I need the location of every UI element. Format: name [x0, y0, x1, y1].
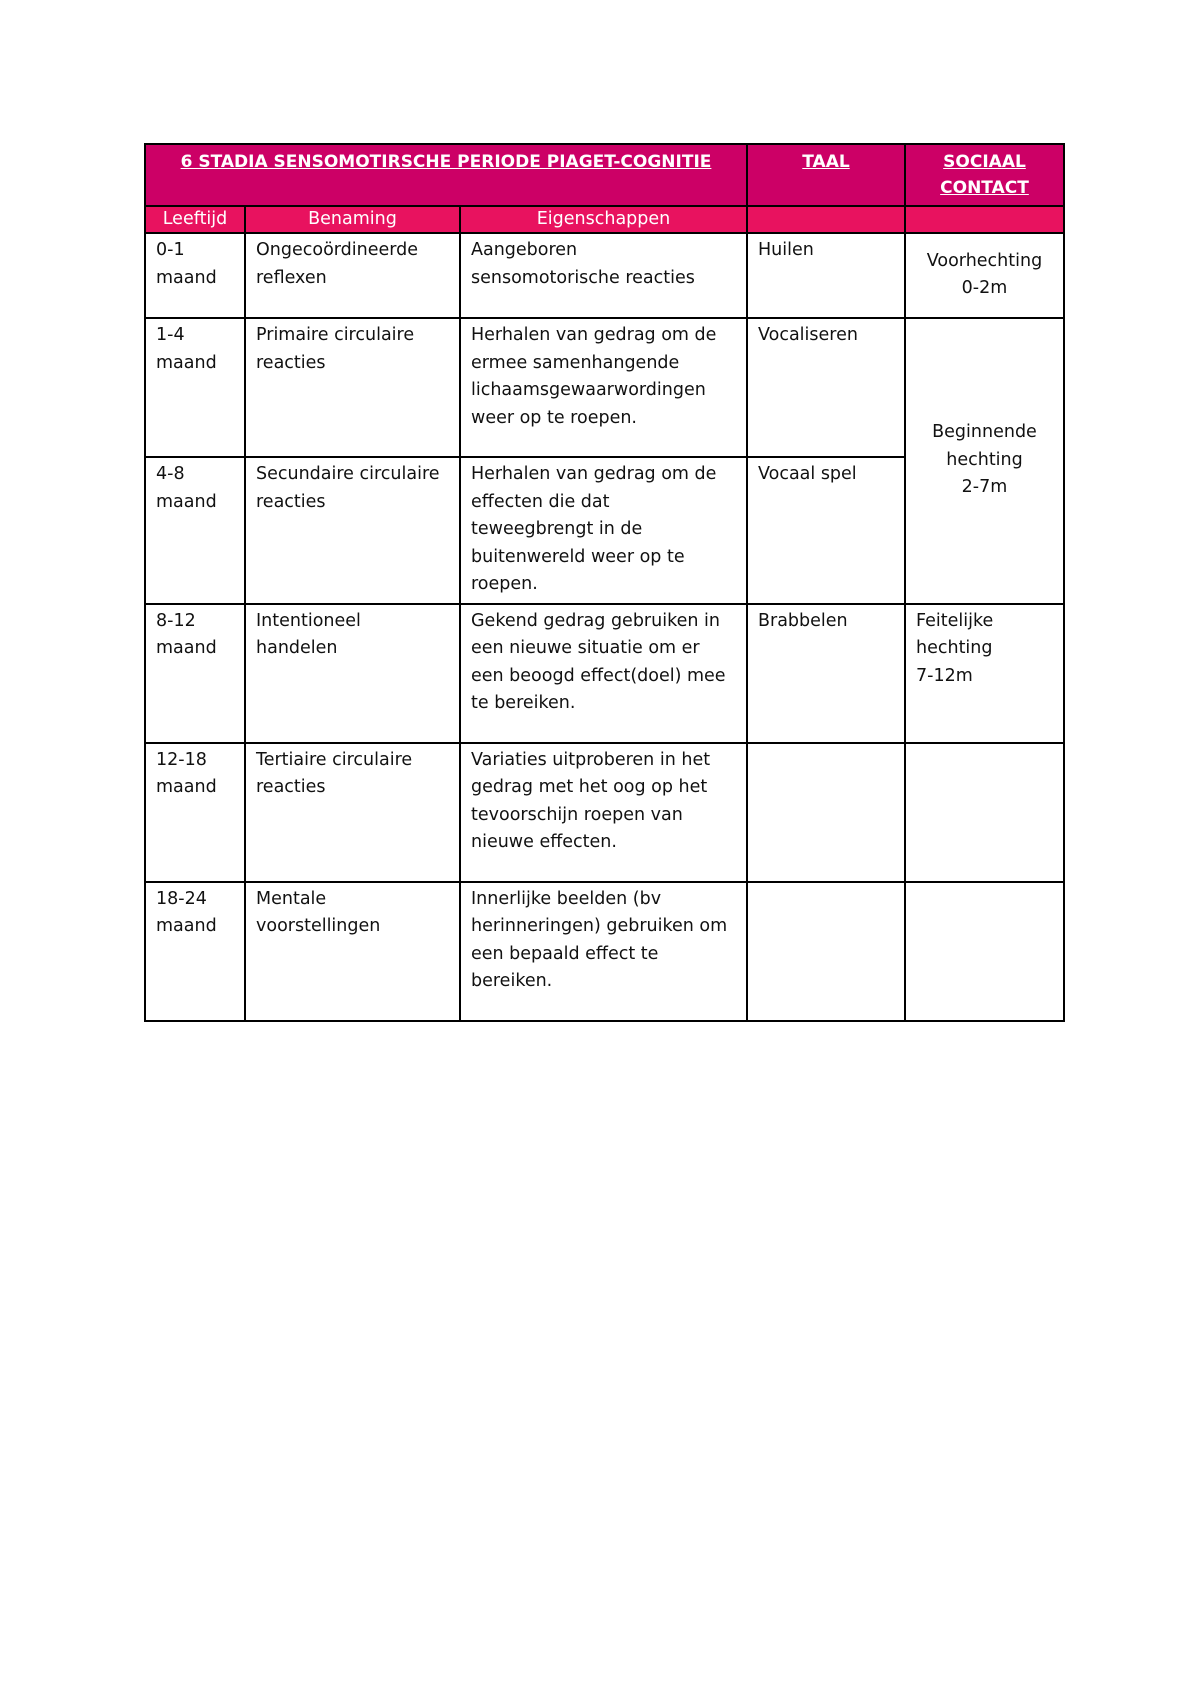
leeftijd-cell: 12-18 maand	[145, 743, 245, 882]
sociaal-cell	[905, 882, 1064, 1021]
eigenschappen-cell: Herhalen van gedrag om de effecten die dat teweegbrengt in de buitenwereld weer op te roepen.	[460, 457, 747, 604]
leeftijd-cell: 8-12 maand	[145, 604, 245, 743]
benaming-cell: Primaire circulaire reacties	[245, 318, 460, 457]
sociaal-contact-header: SOCIAAL CONTACT	[905, 144, 1064, 206]
table-row	[145, 604, 1064, 743]
column-header-benaming: Benaming	[245, 206, 460, 233]
column-header-empty	[747, 206, 905, 233]
benaming-cell: Ongecoördineerde reflexen	[245, 233, 460, 318]
taal-cell: Vocaliseren	[747, 318, 905, 457]
piaget-stages-table	[144, 143, 1065, 1022]
sociaal-cell: Feitelijke hechting 7-12m	[905, 604, 1064, 743]
sociaal-cell	[905, 743, 1064, 882]
table-row	[145, 882, 1064, 1021]
leeftijd-cell: 1-4 maand	[145, 318, 245, 457]
column-header-leeftijd: Leeftijd	[145, 206, 245, 233]
eigenschappen-cell: Aangeboren sensomotorische reacties	[460, 233, 747, 318]
sociaal-cell: Beginnende hechting 2-7m	[905, 318, 1064, 604]
taal-cell: Huilen	[747, 233, 905, 318]
eigenschappen-cell: Variaties uitproberen in het gedrag met het oog op het tevoorschijn roepen van nieuwe effecten.	[460, 743, 747, 882]
taal-cell	[747, 743, 905, 882]
table-row	[145, 743, 1064, 882]
table-row	[145, 318, 1064, 457]
column-header-row	[145, 206, 1064, 233]
column-header-empty	[905, 206, 1064, 233]
table-row	[145, 233, 1064, 318]
benaming-cell: Intentioneel handelen	[245, 604, 460, 743]
eigenschappen-cell: Innerlijke beelden (bv herinneringen) gebruiken om een bepaald effect te bereiken.	[460, 882, 747, 1021]
eigenschappen-cell: Gekend gedrag gebruiken in een nieuwe situatie om er een beoogd effect(doel) mee te bereiken.	[460, 604, 747, 743]
leeftijd-cell: 18-24 maand	[145, 882, 245, 1021]
benaming-cell: Secundaire circulaire reacties	[245, 457, 460, 604]
benaming-cell: Mentale voorstellingen	[245, 882, 460, 1021]
column-header-eigenschappen: Eigenschappen	[460, 206, 747, 233]
sociaal-cell: Voorhechting 0-2m	[905, 233, 1064, 318]
taal-cell: Vocaal spel	[747, 457, 905, 604]
benaming-cell: Tertiaire circulaire reacties	[245, 743, 460, 882]
table-title: 6 STADIA SENSOMOTIRSCHE PERIODE PIAGET-COGNITIE	[145, 144, 747, 206]
taal-header: TAAL	[747, 144, 905, 206]
table-title-row	[145, 144, 1064, 206]
eigenschappen-cell: Herhalen van gedrag om de ermee samenhangende lichaamsgewaarwordingen weer op te roepen.	[460, 318, 747, 457]
taal-cell: Brabbelen	[747, 604, 905, 743]
leeftijd-cell: 4-8 maand	[145, 457, 245, 604]
leeftijd-cell: 0-1 maand	[145, 233, 245, 318]
taal-cell	[747, 882, 905, 1021]
